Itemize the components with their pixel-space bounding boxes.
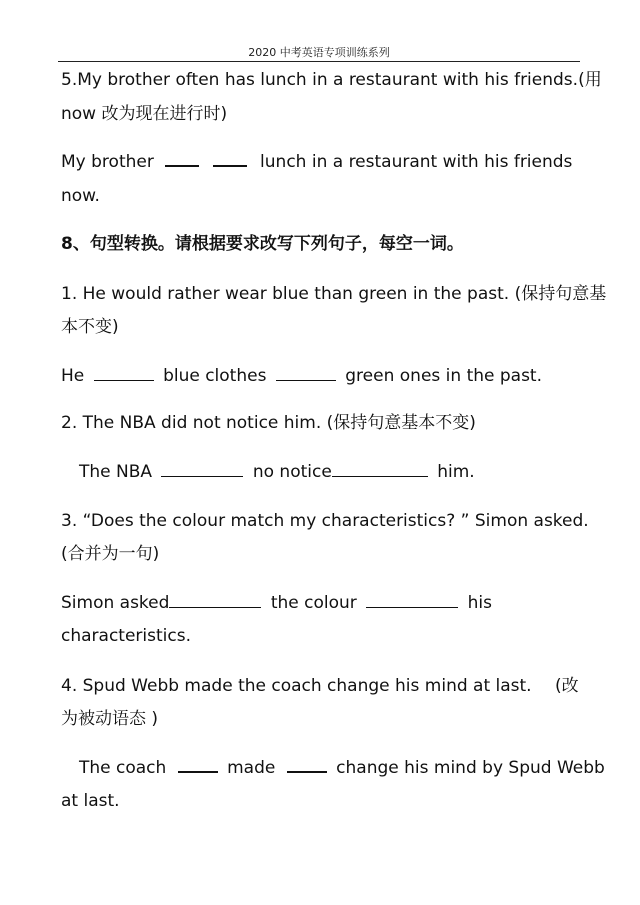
item4-answer-text-a: The coach [79,758,167,778]
section-8-title: 8、句型转换。请根据要求改写下列句子，每空一词。 [61,234,464,254]
q5-answer-line2: now. [61,186,100,206]
item4-blank-2[interactable] [287,757,327,773]
q5-prompt-line1: 5.My brother often has lunch in a restaurant with his friends.(用 [61,70,602,90]
item4-answer-line [79,757,605,779]
item3-blank-2[interactable] [366,593,458,608]
q5-answer-text-a: My brother [61,152,154,172]
item2-answer-text-a: The NBA [79,462,153,482]
page-header-title: 2020 中考英语专项训练系列 [248,46,390,59]
item1-answer-text-b: blue clothes [163,366,267,386]
item3-prompt-line2: (合并为一句) [61,544,160,564]
item2-blank-2[interactable] [332,462,428,477]
item1-answer-line [61,365,542,387]
item2-answer-text-c: him. [437,462,475,482]
item1-blank-1[interactable] [94,366,154,381]
item3-prompt-line1: 3. “Does the colour match my characteristics? ” Simon asked. [61,511,589,531]
item1-prompt-line2: 本不变) [61,317,119,337]
item3-answer-text-c: his [467,593,492,613]
q5-prompt-line2: now 改为现在进行时) [61,104,228,124]
item2-answer-line [79,461,475,483]
q5-answer-text-b: lunch in a restaurant with his friends [260,152,573,172]
item1-prompt-line1: 1. He would rather wear blue than green in the past. (保持句意基 [61,284,607,304]
item3-answer-text-b: the colour [270,593,357,613]
item1-answer-text-c: green ones in the past. [345,366,543,386]
item4-answer-line2: at last. [61,791,120,811]
item4-answer-text-c: change his mind by Spud Webb [336,758,605,778]
item1-blank-2[interactable] [276,366,336,381]
item4-answer-text-b: made [227,758,276,778]
item2-blank-1[interactable] [161,462,243,477]
q5-blank-1[interactable] [165,151,199,167]
item3-answer-line2: characteristics. [61,626,191,646]
q5-blank-2[interactable] [213,151,247,167]
item2-answer-text-b: no notice [252,462,332,482]
item4-prompt-note: (改 [555,676,579,696]
header-divider [58,61,580,62]
item3-answer-text-a: Simon asked [61,593,170,613]
item2-prompt-line1: 2. The NBA did not notice him. (保持句意基本不变) [61,413,476,433]
item4-blank-1[interactable] [178,757,218,773]
item4-prompt-line1: 4. Spud Webb made the coach change his mind at last. [61,676,532,696]
item3-blank-1[interactable] [169,593,261,608]
item3-answer-line [61,592,492,614]
item1-answer-text-a: He [61,366,85,386]
q5-answer-line [61,151,572,173]
item4-prompt-line2: 为被动语态 ) [61,709,159,729]
